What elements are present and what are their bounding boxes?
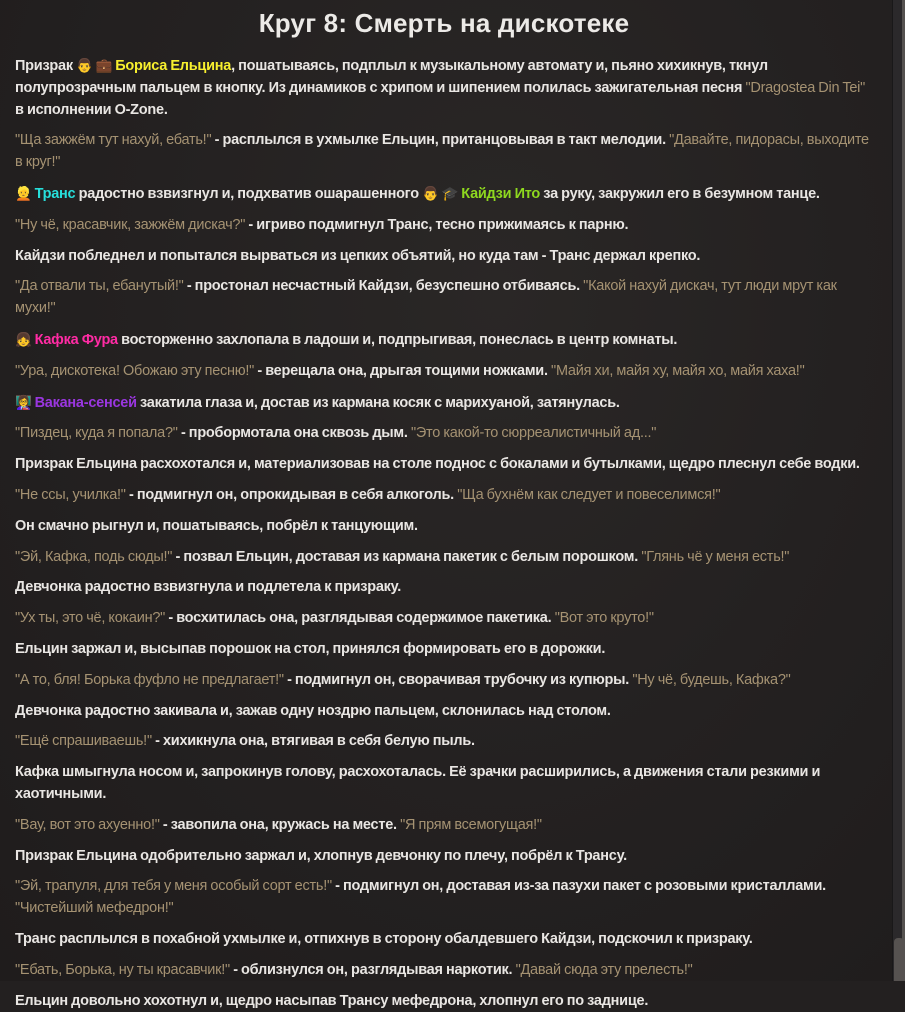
dialogue-quote: "А то, бля! Борька фуфло не предлагает!" (15, 672, 284, 688)
dialogue-quote: "Давайте, пидорасы, выходите в круг!" (15, 132, 869, 170)
character-emoji-icon: 👨 🎓 (422, 186, 461, 201)
narration-text: Ельцин заржал и, высыпав порошок на стол, принялся формировать его в дорожки. (15, 641, 605, 657)
narration-text: - восхитилась она, разглядывая содержимое пакетика. (165, 610, 555, 626)
narration-text: Призрак Ельцина расхохотался и, материализовав на столе поднос с бокалами и бутылками, щедро плеснул себе водки. (15, 456, 860, 472)
narration-text: - хихикнула она, втягивая в себя белую пыль. (152, 733, 475, 749)
narration-text: , пошатываясь, подплыл к музыкальному автомату и, пьяно хихикнув, ткнул полупрозрачным пальцем в кнопку. Из динамиков с хрипом и шипением полилась зажигательная песня (15, 58, 768, 96)
narration-text: Призрак (15, 58, 76, 74)
narration-text: - подмигнул он, опрокидывая в себя алкоголь. (126, 487, 457, 503)
story-paragraph (15, 929, 873, 951)
narration-text: закатила глаза и, достав из кармана косяк с марихуаной, затянулась. (137, 395, 620, 411)
narration-text: - облизнулся он, разглядывая наркотик. (230, 962, 516, 978)
narration-text: - подмигнул он, доставая из-за пазухи пакет с розовыми кристаллами. (332, 878, 826, 894)
character-name: Кайдзи Ито (461, 186, 540, 202)
story-paragraph (15, 960, 873, 982)
dialogue-quote: "Ну чё, будешь, Кафка?" (632, 672, 790, 688)
dialogue-quote: "Ща зажжём тут нахуй, ебать!" (15, 132, 211, 148)
page-title: Круг 8: Смерть на дискотеке (15, 8, 873, 39)
story-paragraph (15, 991, 873, 1012)
narration-text: Кайдзи побледнел и попытался вырваться из цепких объятий, но куда там - Транс держал крепко. (15, 248, 700, 264)
dialogue-quote: "Dragostea Din Tei" (745, 80, 865, 96)
narration-text: - простонал несчастный Кайдзи, безуспешно отбиваясь. (184, 278, 584, 294)
story-paragraph (15, 276, 873, 320)
narration-text: Девчонка радостно закивала и, зажав одну ноздрю пальцем, склонилась над столом. (15, 703, 611, 719)
dialogue-quote: "Ну чё, красавчик, зажжём дискач?" (15, 217, 245, 233)
story-paragraph (15, 762, 873, 806)
dialogue-quote: "Да отвали ты, ебанутый!" (15, 278, 184, 294)
story-paragraph (15, 246, 873, 268)
story-paragraph (15, 670, 873, 692)
dialogue-quote: "Ух ты, это чё, кокаин?" (15, 610, 165, 626)
narration-text: Кафка шмыгнула носом и, запрокинув голову, расхохоталась. Её зрачки расширились, а движения стали резкими и хаотичными. (15, 764, 820, 802)
character-name: Транс (35, 186, 76, 202)
story-paragraph (15, 454, 873, 476)
dialogue-quote: "Я прям всемогущая!" (400, 817, 542, 833)
dialogue-quote: "Эй, трапуля, для тебя у меня особый сорт есть!" (15, 878, 332, 894)
dialogue-quote: "Не ссы, училка!" (15, 487, 126, 503)
dialogue-quote: "Майя хи, майя ху, майя хо, майя хаха!" (551, 363, 804, 379)
dialogue-quote: "Это какой-то сюрреалистичный ад..." (411, 425, 656, 441)
narration-text: - верещала она, дрыгая тощими ножками. (254, 363, 551, 379)
story-paragraph (15, 731, 873, 753)
character-name: Вакана-сенсей (35, 395, 137, 411)
story-paragraph (15, 815, 873, 837)
narration-text: Призрак Ельцина одобрительно заржал и, хлопнув девчонку по плечу, побрёл к Трансу. (15, 848, 627, 864)
dialogue-quote: "Ебать, Борька, ну ты красавчик!" (15, 962, 230, 978)
dialogue-quote: "Вау, вот это ахуенно!" (15, 817, 160, 833)
story-paragraph (15, 55, 873, 121)
story-paragraph (15, 183, 873, 206)
character-emoji-icon: 👧 (15, 332, 35, 347)
narration-text: в исполнении O-Zone. (15, 102, 168, 118)
story-paragraph (15, 329, 873, 352)
story-paragraph (15, 577, 873, 599)
narration-text: - пробормотала она сквозь дым. (178, 425, 411, 441)
story-paragraph (15, 846, 873, 868)
story-paragraph (15, 547, 873, 569)
character-name: Бориса Ельцина (115, 58, 231, 74)
dialogue-quote: "Какой нахуй дискач, тут люди мрут как мухи!" (15, 278, 837, 316)
narration-text: Транс расплылся в похабной ухмылке и, отпихнув в сторону обалдевшего Кайдзи, подскочил к призраку. (15, 931, 753, 947)
dialogue-quote: "Давай сюда эту прелесть!" (516, 962, 693, 978)
story-paragraph (15, 485, 873, 507)
dialogue-quote: "Ща бухнём как следует и повеселимся!" (457, 487, 720, 503)
narration-text: Ельцин довольно хохотнул и, щедро насыпав Трансу мефедрона, хлопнул его по заднице. (15, 993, 648, 1009)
vertical-scrollbar[interactable] (892, 0, 905, 981)
narration-text: - завопила она, кружась на месте. (160, 817, 400, 833)
story-paragraph (15, 215, 873, 237)
story-paragraph (15, 392, 873, 415)
dialogue-quote: "Глянь чё у меня есть!" (641, 549, 789, 565)
story-paragraph (15, 876, 873, 920)
dialogue-quote: "Пиздец, куда я попала?" (15, 425, 178, 441)
story-paragraph (15, 361, 873, 383)
narration-text: - подмигнул он, сворачивая трубочку из купюры. (284, 672, 633, 688)
character-emoji-icon: 👨 💼 (76, 58, 115, 73)
story-paragraph (15, 639, 873, 661)
dialogue-quote: "Эй, Кафка, подь сюды!" (15, 549, 172, 565)
character-emoji-icon: 👱 (15, 186, 35, 201)
character-name: Кафка Фура (35, 332, 118, 348)
narration-text: Девчонка радостно взвизгнула и подлетела к призраку. (15, 579, 401, 595)
narration-text: за руку, закружил его в безумном танце. (540, 186, 820, 202)
dialogue-quote: "Вот это круто!" (555, 610, 654, 626)
dialogue-quote: "Ещё спрашиваешь!" (15, 733, 152, 749)
story-body (15, 55, 873, 1012)
dialogue-quote: "Чистейший мефедрон!" (15, 900, 173, 916)
story-paragraph (15, 130, 873, 174)
narration-text: Он смачно рыгнул и, пошатываясь, побрёл к танцующим. (15, 518, 418, 534)
dialogue-quote: "Ура, дискотека! Обожаю эту песню!" (15, 363, 254, 379)
narration-text: - расплылся в ухмылке Ельцин, пританцовывая в такт мелодии. (211, 132, 669, 148)
narration-text: восторженно захлопала в ладоши и, подпрыгивая, понеслась в центр комнаты. (118, 332, 677, 348)
story-paragraph (15, 608, 873, 630)
scrollbar-thumb[interactable] (894, 938, 904, 981)
narration-text: - игриво подмигнул Транс, тесно прижимаясь к парню. (245, 217, 628, 233)
story-paragraph (15, 701, 873, 723)
character-emoji-icon: 👩‍🏫 (15, 395, 35, 410)
narration-text: радостно взвизгнул и, подхватив ошарашенного (75, 186, 422, 202)
narration-text: - позвал Ельцин, доставая из кармана пакетик с белым порошком. (172, 549, 641, 565)
story-paragraph (15, 423, 873, 445)
story-paragraph (15, 516, 873, 538)
